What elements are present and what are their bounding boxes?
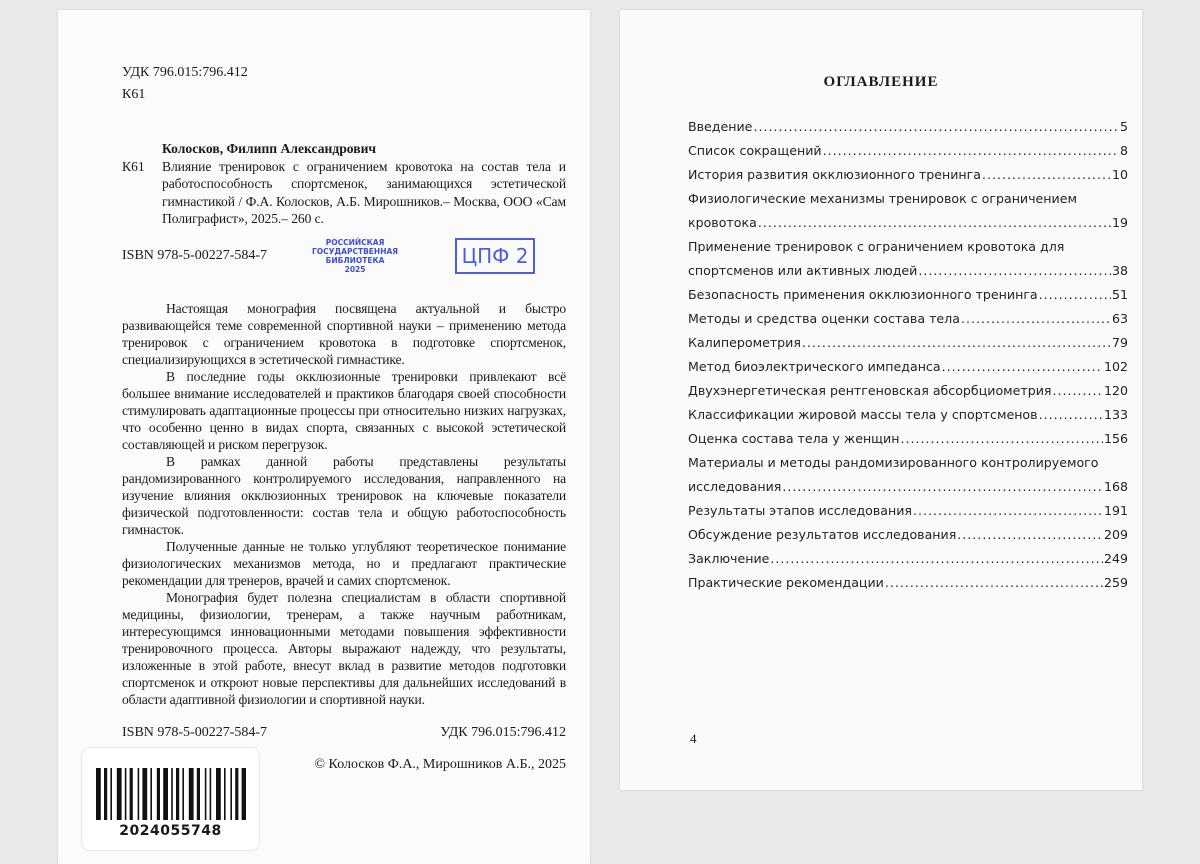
barcode-bar [117, 768, 122, 820]
toc-entry [688, 403, 1128, 427]
toc-page-number: 38 [1111, 263, 1128, 278]
barcode-bar [157, 768, 160, 820]
dot-leader [885, 571, 1103, 595]
library-stamp [305, 238, 405, 274]
toc-entry-line [688, 211, 1128, 235]
toc-entry-line [688, 571, 1128, 595]
toc-entry [688, 235, 1128, 283]
toc-page-number: 168 [1103, 479, 1128, 494]
toc-entry-line [688, 307, 1128, 331]
toc-entry-title: История развития окклюзионного тренинга [688, 167, 981, 182]
toc-entry-line [688, 115, 1128, 139]
toc-entry [688, 571, 1128, 595]
toc-entry-line [688, 331, 1128, 355]
barcode-bar [189, 768, 194, 820]
toc-entry-line [688, 235, 1128, 259]
toc-entry-title: Методы и средства оценки состава тела [688, 311, 960, 326]
toc-entry [688, 379, 1128, 403]
isbn-bottom: ISBN 978-5-00227-584-7 [122, 724, 268, 740]
dot-leader [1039, 403, 1103, 427]
toc-page-number: 63 [1111, 311, 1128, 326]
barcode-bar [96, 768, 101, 820]
dot-leader [770, 547, 1103, 571]
toc-entry [688, 427, 1128, 451]
barcode-bar [197, 768, 200, 820]
toc-entry-title: Классификации жировой массы тела у спортсменов [688, 407, 1038, 422]
dot-leader [1039, 283, 1111, 307]
toc-page-number: 5 [1119, 119, 1128, 134]
dot-leader [900, 427, 1102, 451]
bibliographic-record: Влияние тренировок с ограничением кровотока на состав тела и работоспособность спортсменок, занимающихся эстетической гимнастикой / Ф.А. Колосков, А.Б. Мирошников.– Москва, ООО «Сам Полиграфист», 2025.– 260 с. [162, 158, 566, 227]
toc-title: ОГЛАВЛЕНИЕ [823, 74, 939, 90]
toc-entry-title: Практические рекомендации [688, 575, 884, 590]
isbn-top: ISBN 978-5-00227-584-7 [122, 247, 268, 263]
toc-entry [688, 163, 1128, 187]
toc-entry-title: Применение тренировок с ограничением кровотока для [688, 239, 1065, 254]
barcode-bar [216, 768, 221, 820]
toc-entry-line [688, 187, 1128, 211]
cpf-stamp: ЦПФ 2 [455, 238, 535, 274]
toc-entry-line [688, 523, 1128, 547]
isbn-row [122, 236, 566, 276]
toc-entry [688, 187, 1128, 235]
dot-leader [961, 307, 1111, 331]
toc-entry [688, 331, 1128, 355]
toc-page-number: 19 [1111, 215, 1128, 230]
toc-entry-title: Заключение [688, 551, 770, 566]
toc-page-number: 51 [1111, 287, 1128, 302]
barcode-bar [150, 768, 152, 820]
barcode-bar [138, 768, 140, 820]
toc-page-number: 120 [1103, 383, 1128, 398]
barcode-bar [242, 768, 246, 820]
udk-bottom: УДК 796.015:796.412 [440, 724, 566, 740]
right-page [620, 10, 1142, 790]
barcode-bar [110, 768, 112, 820]
page-number: 4 [690, 731, 697, 746]
barcode-bar [230, 768, 232, 820]
left-page [58, 10, 590, 864]
stamp-line: РОССИЙСКАЯ [325, 237, 385, 247]
dot-leader [918, 259, 1111, 283]
barcode-bar [182, 768, 184, 820]
toc-entry-title: Физиологические механизмы тренировок с ограничением [688, 191, 1077, 206]
stamp-line: 2025 [344, 264, 366, 274]
toc-entry-title: Двухэнергетическая рентгеновская абсорбциометрия [688, 383, 1052, 398]
toc-entry-line [688, 427, 1128, 451]
barcode-bar [125, 768, 127, 820]
barcode-icon [96, 768, 246, 820]
toc-entry-title: Оценка состава тела у женщин [688, 431, 900, 446]
barcode-bar [130, 768, 133, 820]
udk-top: УДК 796.015:796.412 [122, 65, 248, 80]
barcode-bar [171, 768, 173, 820]
toc-entry-line [688, 451, 1128, 475]
barcode-label [82, 748, 259, 850]
toc-entry-title: Безопасность применения окклюзионного тренинга [688, 287, 1038, 302]
footer [119, 708, 566, 850]
barcode-number: 2024055748 [119, 822, 222, 839]
dot-leader [1053, 379, 1103, 403]
toc-page-number: 133 [1103, 407, 1128, 422]
toc-entry [688, 523, 1128, 547]
toc-page-number: 156 [1103, 431, 1128, 446]
toc-entry-line [688, 259, 1128, 283]
toc-entry [688, 115, 1128, 139]
barcode-bar [224, 768, 226, 820]
toc-entry-title: Обсуждение результатов исследования [688, 527, 957, 542]
dot-leader [913, 499, 1103, 523]
toc-entry-title: Результаты этапов исследования [688, 503, 913, 518]
paragraph: В последние годы окклюзионные тренировки привлекают всё большее внимание исследователей и практиков благодаря своей способности стимулировать адаптационные процессы при относительно низких нагрузках, что особенно ценно в видах спорта, связанных с высокой эстетической составляющей и риском перегрузок. [122, 368, 566, 452]
toc-entry-line [688, 547, 1128, 571]
toc-entry-title: спортсменов или активных людей [688, 263, 918, 278]
toc-page-number: 259 [1103, 575, 1128, 590]
dot-leader [802, 331, 1111, 355]
toc-entry-title: Материалы и методы рандомизированного контролируемого [688, 455, 1099, 470]
paragraph: В рамках данной работы представлены результаты рандомизированного контролируемого исследования, направленного на изучение влияния окклюзионных тренировок на ключевые показатели физической подготовленности: состав тела и общую работоспособность гимнасток. [122, 453, 566, 537]
table-of-contents [688, 115, 1128, 595]
toc-entry [688, 499, 1128, 523]
toc-entry-title: кровотока [688, 215, 757, 230]
toc-entry-title: Список сокращений [688, 143, 822, 158]
toc-entry [688, 307, 1128, 331]
toc-entry [688, 355, 1128, 379]
toc-entry-line [688, 139, 1128, 163]
toc-entry [688, 139, 1128, 163]
toc-entry-line [688, 283, 1128, 307]
toc-entry-title: исследования [688, 479, 782, 494]
author-name: Колосков, Филипп Александрович [162, 141, 377, 156]
toc-page-number: 191 [1103, 503, 1128, 518]
dot-leader [957, 523, 1103, 547]
toc-page-number: 102 [1103, 359, 1128, 374]
barcode-bar [176, 768, 179, 820]
toc-entry-title: Метод биоэлектрического импеданса [688, 359, 941, 374]
toc-entry-line [688, 163, 1128, 187]
dot-leader [753, 115, 1119, 139]
annotation [122, 300, 566, 708]
dot-leader [942, 355, 1103, 379]
stamp-line: БИБЛИОТЕКА [325, 255, 385, 265]
barcode-bar [210, 768, 212, 820]
toc-entry [688, 283, 1128, 307]
toc-entry-line [688, 403, 1128, 427]
barcode-bar [104, 768, 107, 820]
toc-page-number: 10 [1111, 167, 1128, 182]
toc-page-number: 249 [1103, 551, 1128, 566]
barcode-bar [142, 768, 147, 820]
toc-page-number: 8 [1119, 143, 1128, 158]
paragraph: Настоящая монография посвящена актуальной и быстро развивающейся теме современной спортивной науки – применению метода тренировок с ограничением кровотока в подготовке спортсменок, специализирующихся в эстетической гимнастике. [122, 300, 566, 367]
toc-entry-line [688, 475, 1128, 499]
toc-page-number: 79 [1111, 335, 1128, 350]
paragraph: Полученные данные не только углубляют теоретическое понимание физиологических механизмов метода, но и предлагают практические рекомендации для тренеров, врачей и самих спортсменок. [122, 538, 566, 588]
toc-entry-line [688, 499, 1128, 523]
dot-leader [758, 211, 1111, 235]
barcode-bar [205, 768, 207, 820]
toc-entry-line [688, 379, 1128, 403]
dot-leader [982, 163, 1111, 187]
dot-leader [782, 475, 1103, 499]
barcode-bar [163, 768, 168, 820]
stamp-line: ГОСУДАРСТВЕННАЯ [312, 246, 399, 256]
toc-entry-line [688, 355, 1128, 379]
toc-entry-title: Введение [688, 119, 753, 134]
toc-entry [688, 547, 1128, 571]
copyright: © Колосков Ф.А., Мирошников А.Б., 2025 [314, 756, 566, 772]
bbk-top: К61 [122, 87, 146, 102]
toc-entry [688, 451, 1128, 499]
bbk-side: К61 [122, 158, 145, 174]
bibliographic-block [122, 140, 566, 228]
dot-leader [823, 139, 1119, 163]
barcode-bar [235, 768, 238, 820]
paragraph: Монография будет полезна специалистам в области спортивной медицины, физиологии, тренерам, а также научным работникам, интересующимся инновационными методами повышения эффективности тренировочного процесса. Авторы выражают надежду, что результаты, изложенные в этой работе, внесут вклад в развитие методов подготовки спортсменок и откроют новые перспективы для дальнейших исследований в области адаптивной физиологии и спортивной науки. [122, 589, 566, 707]
toc-page-number: 209 [1103, 527, 1128, 542]
toc-entry-title: Калиперометрия [688, 335, 801, 350]
